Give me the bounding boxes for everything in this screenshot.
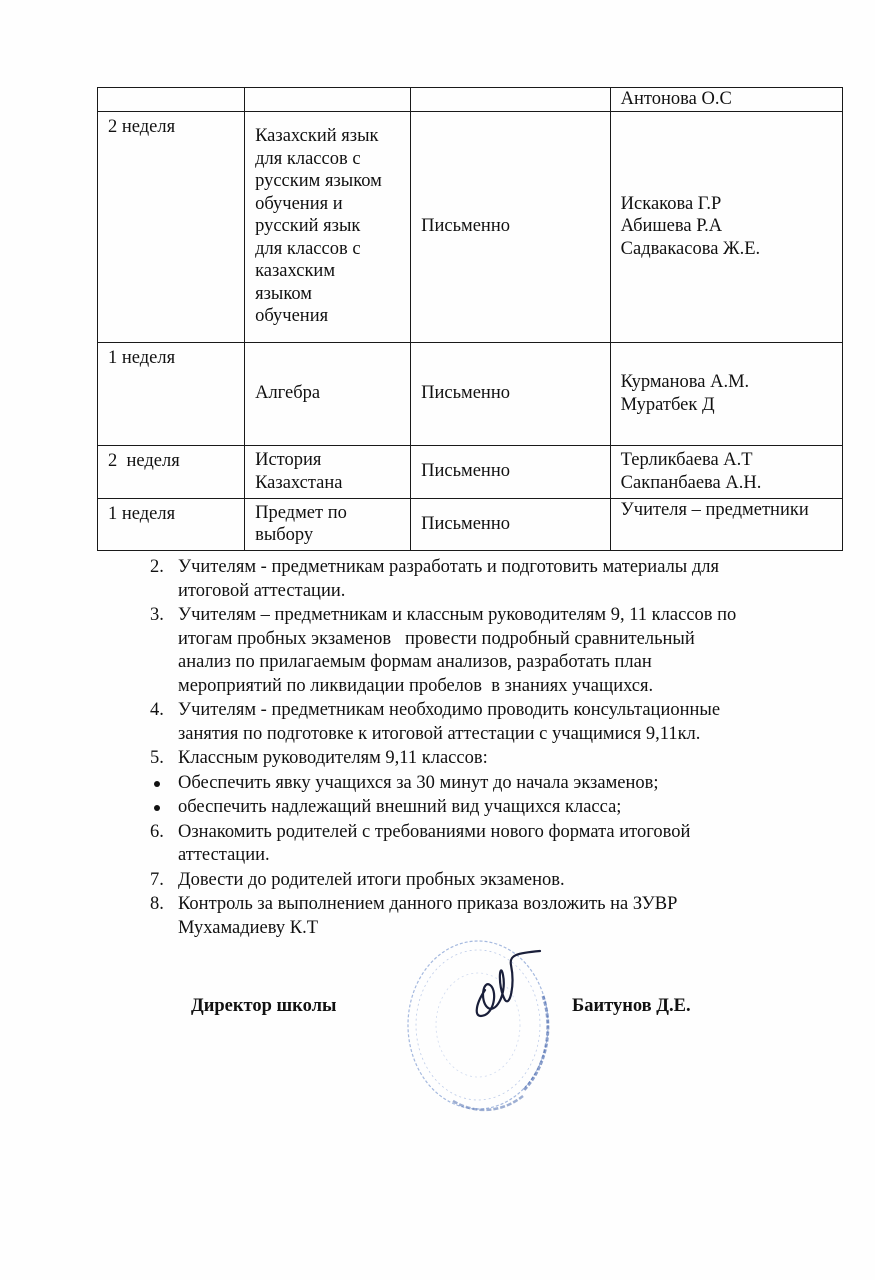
order-list [150, 556, 830, 941]
table-row [98, 111, 843, 342]
item-text: Учителям – предметникам и классным руководителям 9, 11 классов по [178, 605, 737, 625]
item-text: обеспечить надлежащий внешний вид учащихся класса; [178, 797, 622, 817]
subject-line: языком [255, 283, 312, 304]
bullet-item [150, 796, 830, 820]
table-row [98, 88, 843, 112]
table-row [98, 445, 843, 498]
subject-line: Алгебра [255, 383, 321, 404]
week-cell: 2 неделя [98, 111, 245, 342]
teacher-name: Курманова А.М. [620, 372, 750, 392]
item-number: 3. [150, 605, 164, 625]
teacher-name: Сакпанбаева А.Н. [620, 472, 762, 493]
item-text: Обеспечить явку учащихся за 30 минут до начала экзаменов; [178, 772, 659, 793]
teacher-name: Антонова О.С [620, 89, 732, 109]
subject-line: Предмет по [255, 502, 347, 523]
item-text: итоговой аттестации. [178, 580, 346, 601]
teachers-cell [610, 88, 842, 112]
order-item [150, 604, 830, 698]
teacher-name: Муратбек Д [620, 394, 715, 415]
exam-schedule-table [97, 87, 843, 551]
order-item [150, 699, 830, 746]
table-row [98, 498, 843, 550]
item-text: Учителям - предметникам разработать и подготовить материалы для [178, 557, 720, 577]
item-text: Учителям - предметникам необходимо проводить консультационные [178, 700, 721, 720]
subject-line: Казахстана [255, 472, 343, 493]
week-cell [98, 88, 245, 112]
item-text: Ознакомить родителей с требованиями нового формата итоговой [178, 821, 691, 842]
subject-line: обучения [255, 306, 329, 327]
item-text: Контроль за выполнением данного приказа возложить на ЗУВР [178, 894, 678, 914]
teacher-name: Терликбаева А.Т [620, 450, 753, 470]
item-text: мероприятий по ликвидации пробелов в знаниях учащихся. [178, 675, 654, 696]
subject-cell [245, 342, 411, 445]
item-text: анализ по прилагаемым формам анализов, разработать план [178, 652, 652, 672]
table-row [98, 342, 843, 445]
order-item [150, 893, 830, 940]
form-cell: Письменно [411, 111, 611, 342]
order-item [150, 747, 830, 771]
item-text: Классным руководителям 9,11 классов: [178, 748, 488, 768]
bullet-icon [154, 781, 160, 787]
subject-line: Казахский язык [255, 126, 379, 147]
order-item [150, 869, 830, 893]
subject-line: для классов с [255, 238, 361, 259]
teachers-cell [610, 445, 842, 498]
form-cell: Письменно [411, 445, 611, 498]
item-number: 6. [150, 821, 164, 842]
teacher-name: Искакова Г.Р [620, 193, 722, 214]
subject-line: русский язык [255, 216, 361, 237]
subject-line: обучения и [255, 193, 343, 214]
teachers-cell [610, 111, 842, 342]
order-item [150, 556, 830, 603]
week-cell: 1 неделя [98, 342, 245, 445]
subject-cell [245, 445, 411, 498]
subject-line: казахским [255, 261, 336, 282]
item-number: 5. [150, 748, 164, 768]
teachers-cell [610, 342, 842, 445]
subject-cell [245, 498, 411, 550]
teachers-cell [610, 498, 842, 550]
subject-line: русским языком [255, 171, 382, 192]
signatory-name: Баитунов Д.Е. [572, 996, 691, 1016]
subject-line: выбору [255, 525, 314, 545]
item-number: 2. [150, 557, 164, 577]
week-cell: 1 неделя [98, 498, 245, 550]
item-number: 4. [150, 700, 164, 720]
form-cell: Письменно [411, 498, 611, 550]
item-number: 8. [150, 894, 164, 914]
teacher-name: Садвакасова Ж.Е. [620, 238, 761, 259]
item-text: аттестации. [178, 845, 270, 865]
bullet-icon [154, 805, 160, 811]
item-text: итогам пробных экзаменов провести подробный сравнительный [178, 628, 695, 649]
item-number: 7. [150, 869, 164, 890]
subject-cell [245, 111, 411, 342]
teacher-name: Абишева Р.А [620, 216, 723, 237]
week-cell: 2 неделя [98, 445, 245, 498]
bullet-item [150, 772, 830, 796]
order-item [150, 821, 830, 868]
item-text: Мухамадиеву К.Т [178, 917, 319, 938]
subject-line: История [255, 450, 322, 470]
item-text: Довести до родителей итоги пробных экзаменов. [178, 869, 565, 890]
item-text: занятия по подготовке к итоговой аттестации с учащимися 9,11кл. [178, 723, 701, 744]
subject-cell [245, 88, 411, 112]
subject-line: для классов с [255, 148, 361, 169]
form-cell [411, 88, 611, 112]
form-cell: Письменно [411, 342, 611, 445]
teacher-name: Учителя – предметники [620, 499, 809, 520]
signatory-position: Директор школы [191, 996, 337, 1016]
signature-icon [455, 945, 545, 1025]
